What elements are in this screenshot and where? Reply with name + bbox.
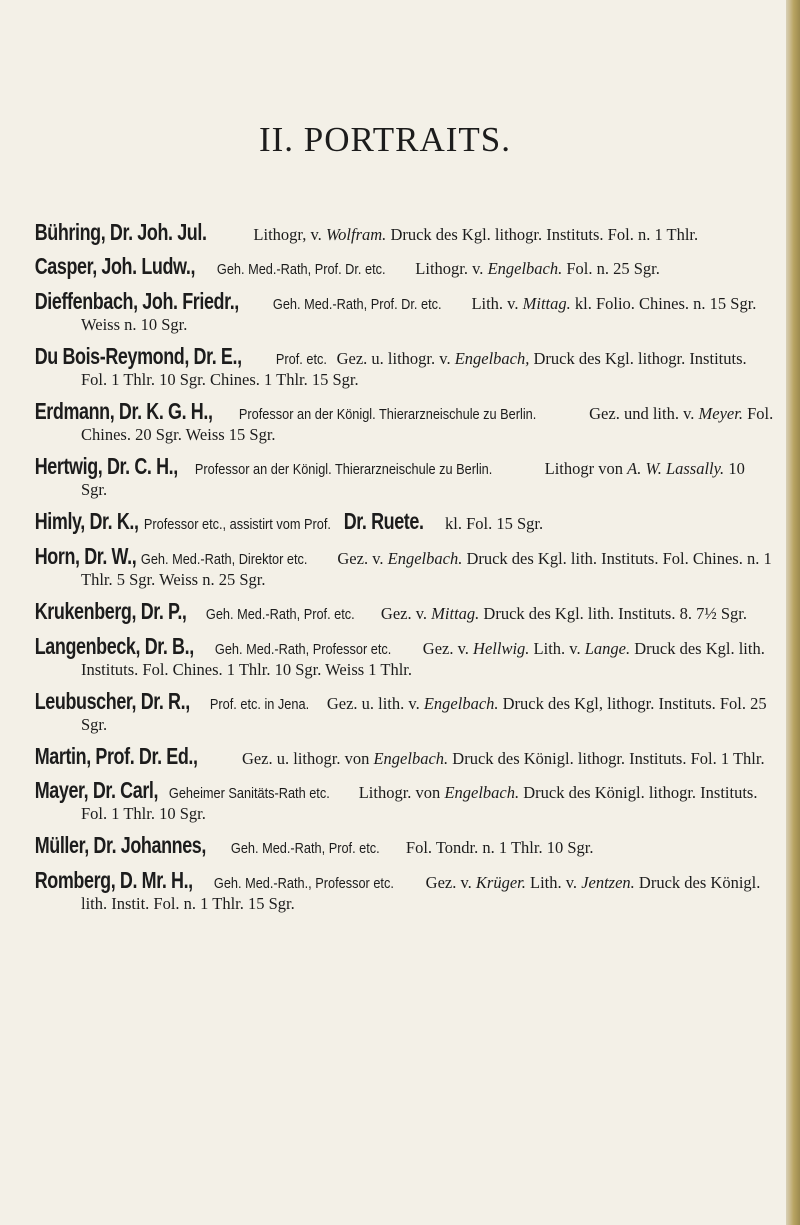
- list-item: [34, 633, 775, 680]
- entry-text: 10 Sgr.: [81, 459, 745, 499]
- entry-title: Geh. Med.-Rath, Prof. Dr. etc.: [216, 261, 386, 278]
- entry-artist: Meyer.: [698, 404, 743, 423]
- entry-text: Gez. u. lithogr. v.: [336, 349, 451, 368]
- entry-title: Professor an der Königl. Thierarzneischule zu Berlin.: [194, 461, 492, 478]
- entry-text: Gez. v.: [425, 873, 472, 892]
- entry-name: Erdmann, Dr. K. G. H.,: [34, 398, 213, 424]
- entry-text: Druck des Kgl. lith. Instituts. Fol. Chines. n. 1 Thlr. 5 Sgr. Weiss n. 25 Sgr.: [81, 549, 772, 589]
- entry-text: kl. Fol. 15 Sgr.: [444, 514, 544, 533]
- entry-text: Gez. und lith. v.: [589, 404, 695, 423]
- list-item: [34, 288, 775, 335]
- entry-title: Geh. Med.-Rath, Prof. Dr. etc.: [272, 296, 442, 313]
- entry-artist: Mittag.: [431, 604, 480, 623]
- entry-text: Gez. u. lithogr. von: [241, 749, 370, 768]
- entry-text: Lithogr. von: [358, 783, 441, 802]
- list-item: [34, 453, 775, 500]
- entry-text: Lithogr, v.: [253, 225, 322, 244]
- entry-name: Mayer, Dr. Carl,: [34, 777, 159, 803]
- list-item: [34, 253, 775, 280]
- entry-text: Fol. Tondr. n. 1 Thlr. 10 Sgr.: [405, 838, 594, 857]
- entry-title: Professor etc., assistirt vom Prof.: [144, 516, 332, 533]
- entry-title: Geheimer Sanitäts-Rath etc.: [169, 785, 331, 802]
- entry-artist: Krüger.: [475, 873, 526, 892]
- entry-text: Gez. v.: [337, 549, 384, 568]
- entry-artist: Hellwig.: [473, 639, 530, 658]
- list-item: [34, 343, 775, 390]
- entry-name: Bühring, Dr. Joh. Jul.: [34, 219, 207, 245]
- entry-text: Fol. Chines. 20 Sgr. Weiss 15 Sgr.: [81, 404, 774, 444]
- portrait-list: [34, 219, 775, 925]
- list-item: [34, 543, 775, 590]
- list-item: [34, 867, 775, 914]
- entry-name: Horn, Dr. W.,: [34, 543, 137, 569]
- entry-text: Lith. v.: [533, 639, 581, 658]
- entry-title: Geh. Med.-Rath, Professor etc.: [214, 641, 392, 658]
- entry-artist: Jentzen.: [581, 873, 635, 892]
- entry-text: Lith. v.: [471, 294, 519, 313]
- list-item: [34, 508, 775, 535]
- entry-text: Gez. u. lith. v.: [326, 694, 420, 713]
- entry-name-secondary: Dr. Ruete.: [344, 508, 425, 534]
- entry-text: Druck des Kgl. lith. Instituts. 8. 7½ Sgr.: [483, 604, 747, 623]
- entry-title: Prof. etc.: [276, 351, 328, 368]
- entry-text: Druck des Kgl. lithogr. Instituts. Fol. n. 1 Thlr.: [390, 225, 699, 244]
- entry-name: Krukenberg, Dr. P.,: [34, 598, 187, 624]
- entry-text: Fol. n. 25 Sgr.: [566, 259, 660, 278]
- list-item: [34, 219, 775, 245]
- list-item: [34, 832, 775, 859]
- entry-title: Geh. Med.-Rath, Prof. etc.: [205, 606, 355, 623]
- list-item: [34, 743, 775, 769]
- section-heading: II. PORTRAITS.: [258, 120, 512, 159]
- entry-text: Lithogr von: [544, 459, 624, 478]
- entry-text: Druck des Königl. lithogr. Instituts. Fol. 1 Thlr.: [452, 749, 765, 768]
- list-item: [34, 777, 775, 824]
- entry-text: Lith. v.: [530, 873, 578, 892]
- entry-artist: Engelbach,: [454, 349, 530, 368]
- entry-text: Druck des Kgl. lith. Instituts. Fol. Chines. 1 Thlr. 10 Sgr. Weiss 1 Thlr.: [81, 639, 765, 679]
- entry-artist: Mittag.: [522, 294, 571, 313]
- list-item: [34, 398, 775, 445]
- entry-name: Dieffenbach, Joh. Friedr.,: [34, 288, 239, 314]
- entry-artist: Lange.: [584, 639, 631, 658]
- entry-name: Martin, Prof. Dr. Ed.,: [34, 743, 198, 769]
- entry-text: kl. Folio. Chines. n. 15 Sgr. Weiss n. 10 Sgr.: [81, 294, 757, 334]
- entry-name: Langenbeck, Dr. B.,: [34, 633, 194, 659]
- entry-title: Geh. Med.-Rath, Prof. etc.: [230, 840, 380, 857]
- entry-artist: Engelbach.: [423, 694, 499, 713]
- entry-text: Gez. v.: [422, 639, 469, 658]
- list-item: [34, 688, 775, 735]
- entry-name: Romberg, D. Mr. H.,: [34, 867, 193, 893]
- entry-name: Du Bois-Reymond, Dr. E.,: [34, 343, 242, 369]
- entry-artist: Wolfram.: [325, 225, 387, 244]
- entry-name: Müller, Dr. Johannes,: [34, 832, 206, 858]
- entry-artist: Engelbach.: [444, 783, 520, 802]
- entry-text: Druck des Königl. lithogr. Instituts. Fol. 1 Thlr. 10 Sgr.: [81, 783, 758, 823]
- entry-text: Druck des Königl. lith. Instit. Fol. n. 1 Thlr. 15 Sgr.: [81, 873, 761, 913]
- entry-text: Druck des Kgl, lithogr. Instituts. Fol. 25 Sgr.: [81, 694, 767, 734]
- entry-name: Hertwig, Dr. C. H.,: [34, 453, 178, 479]
- entry-title: Geh. Med.-Rath, Direktor etc.: [141, 551, 308, 568]
- entry-title: Geh. Med.-Rath., Professor etc.: [213, 875, 394, 892]
- entry-artist: Engelbach.: [387, 549, 463, 568]
- entry-artist: Engelbach.: [487, 259, 563, 278]
- entry-artist: Engelbach.: [373, 749, 449, 768]
- entry-text: Gez. v.: [380, 604, 428, 623]
- entry-name: Himly, Dr. K.,: [34, 508, 139, 534]
- entry-text: Druck des Kgl. lithogr. Instituts. Fol. 1 Thlr. 10 Sgr. Chines. 1 Thlr. 15 Sgr.: [81, 349, 747, 389]
- entry-artist: A. W. Lassally.: [627, 459, 725, 478]
- entry-title: Prof. etc. in Jena.: [209, 696, 310, 713]
- list-item: [34, 598, 775, 625]
- entry-name: Leubuscher, Dr. R.,: [34, 688, 190, 714]
- entry-name: Casper, Joh. Ludw.,: [34, 253, 196, 279]
- entry-text: Lithogr. v.: [415, 259, 484, 278]
- entry-title: Professor an der Königl. Thierarzneischule zu Berlin.: [239, 406, 537, 423]
- page-edge: [786, 0, 800, 1225]
